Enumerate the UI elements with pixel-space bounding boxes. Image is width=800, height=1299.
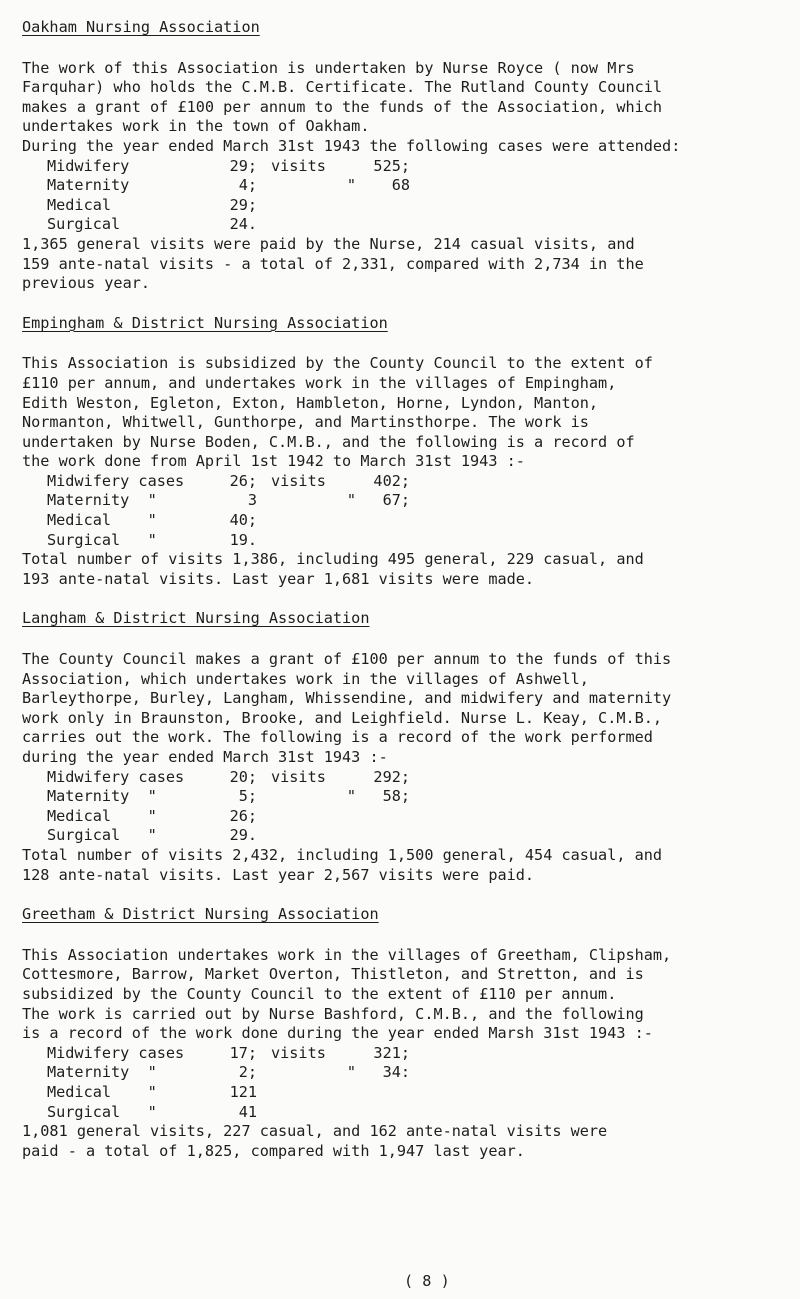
cases-table <box>47 1044 410 1122</box>
case-row <box>47 826 410 846</box>
intro-line: undertakes work in the town of Oakham. <box>22 117 370 136</box>
case-type: Midwifery cases <box>47 1043 185 1062</box>
visits-count <box>370 807 410 827</box>
summary-line: 1,081 general visits, 227 casual, and 162 ante-natal visits were <box>22 1122 608 1141</box>
case-type: Medical " <box>47 511 157 530</box>
intro-line: £110 per annum, and undertakes work in the villages of Empingham, <box>22 373 617 392</box>
visits-count: 58; <box>382 787 410 806</box>
visits-label: " <box>346 1063 356 1082</box>
intro-line: Edith Weston, Egleton, Exton, Hambleton, Horne, Lyndon, Manton, <box>22 393 599 412</box>
visits-label <box>257 531 370 551</box>
case-count: 5; <box>238 787 257 806</box>
case-type: Maternity " <box>47 491 157 510</box>
intro-line: This Association undertakes work in the villages of Greetham, Clipsham, <box>22 945 672 964</box>
summary-line: 1,365 general visits were paid by the Nurse, 214 casual visits, and <box>22 234 635 253</box>
summary-line: previous year. <box>22 274 151 293</box>
case-count: 29; <box>229 195 257 214</box>
case-type: Midwifery cases <box>47 767 185 786</box>
case-count: 17; <box>229 1043 257 1062</box>
case-row <box>47 1083 410 1103</box>
case-type: Medical <box>47 195 112 214</box>
intro-line: undertaken by Nurse Boden, C.M.B., and the following is a record of <box>22 432 635 451</box>
case-row <box>47 768 410 788</box>
case-type: Surgical " <box>47 826 157 845</box>
summary-line: 193 ante-natal visits. Last year 1,681 visits were made. <box>22 569 535 588</box>
case-type: Surgical " <box>47 1102 157 1121</box>
intro-line: subsidized by the County Council to the extent of £110 per annum. <box>22 984 617 1003</box>
summary-line: Total number of visits 1,386, including 495 general, 229 casual, and <box>22 550 644 569</box>
visits-count: 34: <box>382 1063 410 1082</box>
case-row <box>47 1044 410 1064</box>
intro-line: Cottesmore, Barrow, Market Overton, Thistleton, and Stretton, and is <box>22 965 644 984</box>
visits-label <box>257 196 370 216</box>
case-row <box>47 787 410 807</box>
cases-table <box>47 472 410 550</box>
summary-line: 159 ante-natal visits - a total of 2,331, compared with 2,734 in the <box>22 254 644 273</box>
intro-line: This Association is subsidized by the County Council to the extent of <box>22 354 653 373</box>
intro-line: makes a grant of £100 per annum to the funds of the Association, which <box>22 97 663 116</box>
visits-count <box>370 511 410 531</box>
visits-label <box>257 1103 370 1123</box>
case-count: 41 <box>238 1102 257 1121</box>
case-type: Midwifery cases <box>47 471 185 490</box>
visits-label: visits <box>271 471 326 490</box>
case-row <box>47 157 410 177</box>
case-row <box>47 196 410 216</box>
visits-count <box>370 826 410 846</box>
case-type: Maternity <box>47 176 130 195</box>
visits-count: 68 <box>391 176 410 195</box>
page-number: ( 8 ) <box>404 1272 450 1290</box>
case-type: Maternity " <box>47 1063 157 1082</box>
case-count: 2; <box>238 1063 257 1082</box>
case-row <box>47 176 410 196</box>
case-type: Medical " <box>47 806 157 825</box>
visits-label: " <box>346 176 356 195</box>
intro-line: is a record of the work done during the year ended Marsh 31st 1943 :- <box>22 1024 653 1043</box>
visits-label <box>257 807 370 827</box>
case-type: Surgical <box>47 215 121 234</box>
case-row <box>47 215 410 235</box>
visits-label <box>257 826 370 846</box>
intro-line: Farquhar) who holds the C.M.B. Certificate. The Rutland County Council <box>22 78 663 97</box>
section-heading: Langham & District Nursing Association <box>22 609 370 628</box>
intro-line: The work is carried out by Nurse Bashford, C.M.B., and the following <box>22 1004 644 1023</box>
visits-count: 525; <box>373 156 410 175</box>
case-count: 3 <box>247 491 257 510</box>
section-greetham <box>22 905 792 1161</box>
visits-count: 292; <box>373 767 410 786</box>
summary-line: paid - a total of 1,825, compared with 1,947 last year. <box>22 1141 525 1160</box>
case-row <box>47 1063 410 1083</box>
case-type: Medical " <box>47 1082 157 1101</box>
visits-label: visits <box>271 767 326 786</box>
visits-label <box>257 1083 370 1103</box>
cases-table <box>47 157 410 235</box>
document-page <box>22 18 792 1181</box>
case-count: 40; <box>229 511 257 530</box>
visits-count: 402; <box>373 471 410 490</box>
summary-line: Total number of visits 2,432, including 1,500 general, 454 casual, and <box>22 845 663 864</box>
summary-line: 128 ante-natal visits. Last year 2,567 visits were paid. <box>22 865 535 884</box>
intro-line: Normanton, Whitwell, Gunthorpe, and Martinsthorpe. The work is <box>22 413 589 432</box>
case-count: 19. <box>229 530 257 549</box>
case-count: 4; <box>238 176 257 195</box>
case-row <box>47 472 410 492</box>
intro-line: The work of this Association is undertaken by Nurse Royce ( now Mrs <box>22 58 635 77</box>
visits-count: 321; <box>373 1043 410 1062</box>
section-empingham <box>22 314 792 590</box>
case-count: 26; <box>229 806 257 825</box>
intro-line: Barleythorpe, Burley, Langham, Whissendine, and midwifery and maternity <box>22 689 672 708</box>
visits-count: 67; <box>382 491 410 510</box>
case-row <box>47 511 410 531</box>
intro-line: During the year ended March 31st 1943 the following cases were attended: <box>22 136 681 155</box>
case-row <box>47 807 410 827</box>
visits-count <box>370 1083 410 1103</box>
visits-label: visits <box>271 156 326 175</box>
section-heading: Empingham & District Nursing Association <box>22 313 388 332</box>
case-row <box>47 1103 410 1123</box>
case-count: 29; <box>229 156 257 175</box>
case-count: 24. <box>229 215 257 234</box>
visits-label: " <box>346 491 356 510</box>
cases-table <box>47 768 410 846</box>
intro-line: The County Council makes a grant of £100 per annum to the funds of this <box>22 650 672 669</box>
visits-count <box>370 1103 410 1123</box>
visits-count <box>370 215 410 235</box>
visits-label <box>257 215 370 235</box>
section-langham <box>22 609 792 885</box>
visits-label <box>257 511 370 531</box>
section-oakham <box>22 18 792 294</box>
case-row <box>47 491 410 511</box>
section-heading: Oakham Nursing Association <box>22 18 260 36</box>
intro-line: during the year ended March 31st 1943 :- <box>22 748 388 766</box>
case-count: 121 <box>229 1082 257 1101</box>
case-count: 29. <box>229 826 257 845</box>
intro-line: carries out the work. The following is a record of the work performed <box>22 728 653 747</box>
intro-line: Association, which undertakes work in the villages of Ashwell, <box>22 669 589 688</box>
case-type: Midwifery <box>47 156 130 175</box>
case-count: 20; <box>229 767 257 786</box>
intro-line: work only in Braunston, Brooke, and Leighfield. Nurse L. Keay, C.M.B., <box>22 708 663 727</box>
intro-line: the work done from April 1st 1942 to March 31st 1943 :- <box>22 452 525 471</box>
case-type: Surgical " <box>47 530 157 549</box>
case-count: 26; <box>229 471 257 490</box>
case-row <box>47 531 410 551</box>
visits-count <box>370 196 410 216</box>
section-heading: Greetham & District Nursing Association <box>22 905 379 924</box>
visits-label: " <box>346 787 356 806</box>
visits-label: visits <box>271 1043 326 1062</box>
visits-count <box>370 531 410 551</box>
case-type: Maternity " <box>47 787 157 806</box>
